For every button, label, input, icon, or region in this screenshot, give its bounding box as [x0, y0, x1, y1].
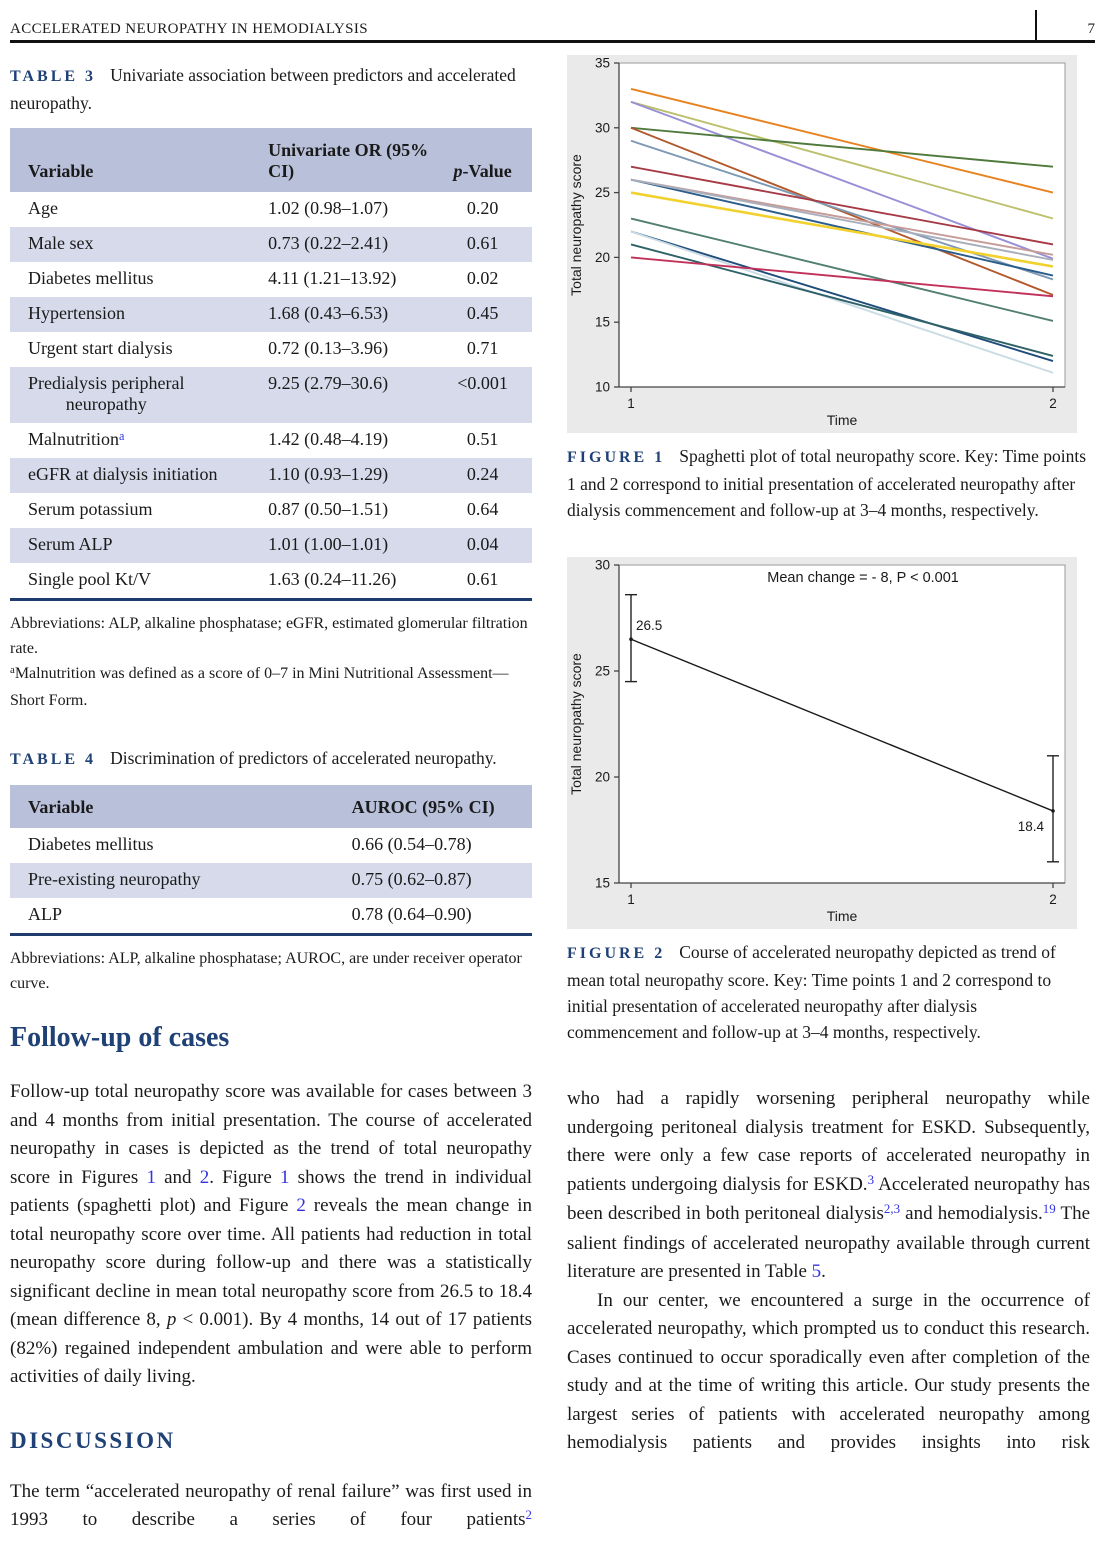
table-cell [10, 563, 250, 600]
y-tick-label: 10 [594, 379, 610, 395]
y-tick-label: 20 [594, 769, 610, 785]
text-segment: <0.001 [457, 373, 508, 393]
text-segment: Serum potassium [28, 499, 153, 519]
text-segment: . Figure [209, 1166, 280, 1188]
table-cell [10, 828, 334, 863]
y-tick-label: 35 [594, 55, 610, 71]
text-segment: 0.04 [466, 534, 499, 554]
text-segment: p [453, 161, 463, 181]
point-label: 26.5 [636, 618, 663, 634]
table-row [10, 898, 532, 935]
x-tick-label: 1 [627, 892, 635, 907]
text-segment: Univariate OR (95% CI) [268, 140, 429, 181]
column-header [250, 128, 443, 192]
text-segment: Single pool Kt/V [28, 569, 152, 589]
citation-link[interactable]: 2 [296, 1195, 306, 1216]
table-row [10, 563, 532, 600]
text-segment: and [155, 1166, 200, 1188]
table-row [10, 528, 532, 563]
table-cell [443, 528, 532, 563]
table-row [10, 367, 532, 423]
x-tick-label: 1 [627, 396, 635, 411]
text-segment: 0.61 [466, 569, 499, 589]
text-segment: 0.45 [466, 303, 499, 323]
text-segment: 0.71 [466, 338, 499, 358]
table-cell [10, 192, 250, 227]
citation-link[interactable]: 3 [867, 1171, 875, 1187]
left-column [10, 62, 532, 1536]
text-segment: 0.61 [466, 233, 499, 253]
running-head [10, 10, 1095, 38]
table-row [10, 828, 532, 863]
text-segment: -Value [462, 161, 512, 181]
text-segment: p [166, 1309, 177, 1330]
table-cell [443, 332, 532, 367]
data-table [10, 785, 532, 936]
y-axis-label: Total neuropathy score [568, 653, 584, 795]
text-segment: Predialysis peripheral neuropathy [28, 373, 185, 414]
table-header-row [10, 128, 532, 192]
figure-2-label: FIGURE 2 [567, 945, 666, 962]
data-table [10, 128, 532, 601]
table-row [10, 262, 532, 297]
footnote [10, 611, 532, 661]
text-segment: 0.75 (0.62–0.87) [351, 869, 472, 889]
discussion-paragraph [10, 1478, 532, 1536]
table-cell [10, 227, 250, 262]
x-axis-label: Time [826, 412, 858, 428]
table-4-footnotes [10, 946, 532, 996]
text-segment: Serum ALP [28, 534, 113, 554]
plot-area [619, 565, 1065, 883]
table-cell [250, 563, 443, 600]
table-cell [443, 262, 532, 297]
table-cell [250, 367, 443, 423]
footnote [10, 661, 532, 713]
column-header [10, 785, 334, 828]
text-segment: 0.24 [466, 464, 499, 484]
table-4-caption-text: Discrimination of predictors of accelerated neuropathy. [110, 748, 497, 768]
table-4-caption [10, 745, 532, 773]
text-segment: 0.20 [466, 198, 499, 218]
column-header [443, 128, 532, 192]
text-segment: AUROC (95% CI) [351, 797, 495, 817]
table-cell [443, 493, 532, 528]
table-cell [250, 458, 443, 493]
table-cell [250, 262, 443, 297]
y-tick-label: 25 [594, 185, 610, 201]
running-head-title: ACCELERATED NEUROPATHY IN HEMODIALYSIS [10, 21, 369, 37]
text-segment: 0.66 (0.54–0.78) [351, 834, 472, 854]
table-header-row [10, 785, 532, 828]
y-tick-label: 30 [594, 120, 610, 136]
text-segment: Hypertension [28, 303, 125, 323]
table-cell [10, 898, 334, 935]
text-segment: The salient findings of accelerated neuropathy available through current literature are presented in Table [567, 1203, 1090, 1282]
section-heading-followup: Follow-up of cases [10, 1022, 230, 1053]
table-cell [443, 563, 532, 600]
table-3-caption [10, 62, 532, 116]
page-number: 7 [1087, 21, 1095, 37]
table-cell [10, 262, 250, 297]
header-rule [10, 40, 1095, 43]
figure-1-svg [567, 55, 1077, 433]
text-segment: Diabetes mellitus [28, 834, 154, 854]
table-cell [443, 458, 532, 493]
text-segment: Malnutrition [28, 429, 119, 449]
x-tick-label: 2 [1049, 892, 1057, 907]
text-segment: 0.72 (0.13–3.96) [268, 338, 389, 358]
text-segment: 0.02 [466, 268, 499, 288]
citation-link[interactable]: 2,3 [883, 1201, 901, 1217]
plot-area [619, 63, 1065, 387]
annotation: Mean change = - 8, P < 0.001 [767, 569, 959, 586]
text-segment: a [10, 664, 15, 677]
table-cell [10, 297, 250, 332]
table-cell [334, 863, 532, 898]
table-cell [10, 458, 250, 493]
table-cell [10, 332, 250, 367]
text-segment: eGFR at dialysis initiation [28, 464, 218, 484]
text-segment: reveals the mean change in total neuropathy score over time. All patients had reduction in total neuropathy score during follow-up and there was a statistically significant decline in mean total neuropathy score from 26.5 to 18.4 (mean difference 8, [10, 1195, 533, 1330]
table-cell [250, 528, 443, 563]
table-row [10, 863, 532, 898]
table-cell [10, 493, 250, 528]
data-point [1051, 809, 1055, 813]
table-row [10, 458, 532, 493]
text-segment: 0.73 (0.22–2.41) [268, 233, 389, 253]
table-row [10, 192, 532, 227]
table-row [10, 332, 532, 367]
text-segment: 1.10 (0.93–1.29) [268, 464, 389, 484]
y-tick-label: 20 [594, 249, 610, 265]
figure-2-caption-text: Course of accelerated neuropathy depicted as trend of mean total neuropathy score. Key: Time points 1 and 2 correspond to initial presentation of accelerated neuropathy after dialysis commencement and follow-up at 3–4 months, respectively. [567, 942, 1056, 1042]
text-segment: and hemodialysis. [900, 1203, 1043, 1224]
section-heading-discussion: DISCUSSION [10, 1427, 176, 1453]
x-axis-label: Time [826, 908, 858, 924]
table-cell [443, 192, 532, 227]
text-segment: Diabetes mellitus [28, 268, 154, 288]
followup-paragraph [10, 1078, 532, 1392]
table-cell [250, 423, 443, 458]
table-cell [250, 297, 443, 332]
text-segment: 1.63 (0.24–11.26) [268, 569, 397, 589]
text-segment: 4.11 (1.21–13.92) [268, 268, 397, 288]
text-segment: Variable [28, 161, 94, 181]
citation-link[interactable]: 1 [279, 1166, 290, 1188]
text-segment: ALP [28, 904, 63, 924]
citation-link[interactable]: 1 [146, 1166, 156, 1188]
citation-link[interactable]: 19 [1042, 1201, 1056, 1217]
table-cell [334, 828, 532, 863]
y-tick-label: 25 [594, 663, 610, 679]
text-segment: 9.25 (2.79–30.6) [268, 373, 389, 393]
text-segment: In our center, we encountered a surge in the occurrence of accelerated neuropathy, which prompted us to conduct this research. Cases continued to occur sporadically even after completion of the study and at the time of writing this article. Our study presents the largest series of patients with accelerated neuropathy among hemodialysis patients and provides insights into risk [567, 1289, 1090, 1453]
table-row [10, 227, 532, 262]
text-segment: Abbreviations: ALP, alkaline phosphatase; AUROC, are under receiver operator curve. [10, 950, 522, 992]
citation-link[interactable]: a [119, 428, 125, 443]
table-row [10, 493, 532, 528]
table-3-caption-text: Univariate association between predictors and accelerated neuropathy. [10, 65, 516, 113]
text-segment: 1.01 (1.00–1.01) [268, 534, 389, 554]
figure-2-plot [567, 557, 1090, 929]
text-segment: 1.68 (0.43–6.53) [268, 303, 389, 323]
table-cell [10, 863, 334, 898]
point-label: 18.4 [1017, 818, 1044, 834]
data-point [629, 637, 633, 641]
table-4 [10, 785, 532, 936]
text-segment: 1.02 (0.98–1.07) [268, 198, 389, 218]
table-cell [443, 423, 532, 458]
y-tick-label: 15 [594, 314, 610, 330]
text-segment: 0.64 [466, 499, 499, 519]
table-cell [10, 367, 250, 423]
right-column [567, 55, 1090, 1458]
table-cell [10, 423, 250, 458]
figure-2-svg [567, 557, 1077, 929]
text-segment: Urgent start dialysis [28, 338, 173, 358]
table-row [10, 297, 532, 332]
text-segment: 0.51 [466, 429, 499, 449]
figure-1-plot [567, 55, 1090, 433]
citation-link[interactable]: 2 [525, 1507, 532, 1523]
figure-1-caption-text: Spaghetti plot of total neuropathy score. Key: Time points 1 and 2 correspond to initial presentation of accelerated neuropathy after dialysis commencement and follow-up at 3–4 months, respectively. [567, 446, 1087, 520]
figure-1-caption [567, 443, 1090, 523]
y-tick-label: 30 [594, 557, 610, 573]
figure-2-caption [567, 939, 1090, 1045]
table-3 [10, 128, 532, 601]
text-segment: Malnutrition was defined as a score of 0–7 in Mini Nutritional Assessment—Short Form. [10, 665, 509, 709]
text-segment: The term “accelerated neuropathy of renal failure” was first used in 1993 to describe a series of four patients [10, 1480, 532, 1530]
citation-link[interactable]: 5 [811, 1261, 822, 1282]
y-axis-label: Total neuropathy score [568, 154, 584, 296]
table-cell [250, 192, 443, 227]
footnote [10, 946, 532, 996]
table-4-label: TABLE 4 [10, 751, 97, 768]
table-cell [443, 297, 532, 332]
text-segment: who had a rapidly worsening peripheral neuropathy while undergoing peritoneal dialysis treatment for ESKD. Subsequently, there were only a few case reports of accelerated neuropathy in patients undergoing dialysis for ESKD. [567, 1088, 1090, 1195]
table-cell [250, 493, 443, 528]
text-segment: 0.87 (0.50–1.51) [268, 499, 389, 519]
text-segment: Age [28, 198, 58, 218]
table-row [10, 423, 532, 458]
discussion-continuation-paragraph [567, 1085, 1090, 1287]
column-header [334, 785, 532, 828]
text-segment: Male sex [28, 233, 94, 253]
text-segment: 0.78 (0.64–0.90) [351, 904, 472, 924]
citation-link[interactable]: 2 [199, 1166, 210, 1188]
text-segment: . [821, 1261, 826, 1282]
figure-1-label: FIGURE 1 [567, 449, 666, 466]
table-cell [10, 528, 250, 563]
table-3-label: TABLE 3 [10, 68, 97, 85]
column-header [10, 128, 250, 192]
table-cell [334, 898, 532, 935]
table-cell [250, 227, 443, 262]
text-segment: Abbreviations: ALP, alkaline phosphatase; eGFR, estimated glomerular filtration rate. [10, 615, 528, 657]
text-segment: Follow-up total neuropathy score was available for cases between 3 and 4 months from initial presentation. The course of accelerated neuropathy in cases is depicted as the trend of total neuropathy score in Figures [10, 1081, 532, 1188]
text-segment: Variable [28, 797, 94, 817]
discussion-paragraph-2 [567, 1287, 1090, 1458]
text-segment: Accelerated neuropathy has been described in both peritoneal dialysis [567, 1173, 1090, 1224]
y-tick-label: 15 [594, 875, 610, 891]
text-segment: Pre-existing neuropathy [28, 869, 201, 889]
table-cell [250, 332, 443, 367]
text-segment: 1.42 (0.48–4.19) [268, 429, 389, 449]
x-tick-label: 2 [1049, 396, 1057, 411]
text-segment: shows the trend in individual patients (spaghetti plot) and Figure [10, 1166, 533, 1216]
table-3-footnotes [10, 611, 532, 713]
table-cell [443, 367, 532, 423]
table-cell [443, 227, 532, 262]
text-segment: < 0.001). By 4 months, 14 out of 17 patients (82%) regained independent ambulation and were able to perform activities of daily living. [10, 1309, 533, 1387]
